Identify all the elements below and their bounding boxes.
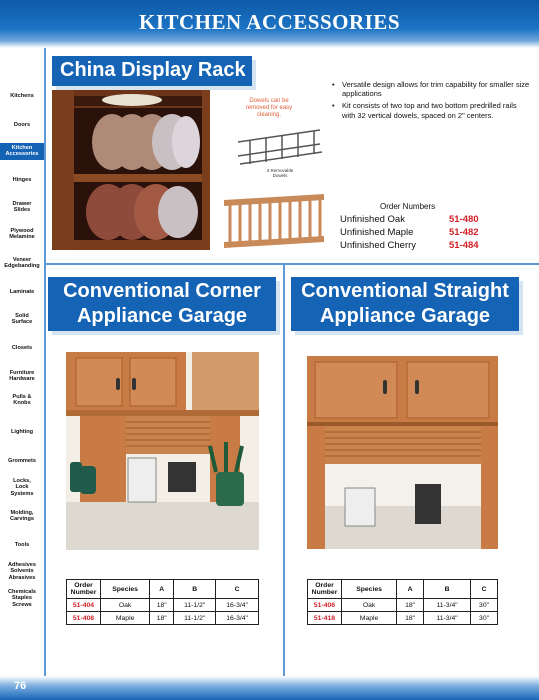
table-cell: 30" [471, 599, 498, 612]
sidebar-item-furniture-hardware[interactable] [0, 370, 44, 383]
sidebar-item-drawer-slides[interactable] [0, 201, 44, 214]
column-header: B [424, 580, 471, 599]
table-cell: 16-3/4" [216, 612, 259, 625]
dowel-note: Dowels can be removed for easy cleaning. [245, 98, 293, 118]
order-row [340, 227, 520, 238]
table-cell: 11-1/2" [174, 599, 216, 612]
table-cell: Maple [101, 612, 150, 625]
sidebar-item-label: Adhesives Solvents Abrasives [8, 562, 36, 581]
corner-garage-illustration [66, 352, 259, 550]
removable-dowels-note: 3 Removable Dowels [266, 168, 294, 178]
table-row [308, 599, 498, 612]
sidebar-item-doors[interactable] [0, 122, 44, 128]
page-number: 76 [14, 680, 27, 692]
table-cell: 18" [150, 599, 174, 612]
sidebar-divider [44, 48, 46, 676]
column-divider [283, 263, 285, 676]
order-species: Unfinished Oak [340, 214, 405, 225]
sidebar-item-lighting[interactable] [0, 429, 44, 435]
sidebar-item-label: Hinges [12, 177, 32, 183]
column-header: Order Number [308, 580, 342, 599]
sidebar-item-locks[interactable] [0, 478, 44, 497]
page-footer [0, 676, 539, 700]
sidebar-item-label: Laminate [9, 289, 35, 295]
rack-diagram [230, 126, 330, 174]
corner-spec-table [66, 579, 259, 625]
table-cell: 30" [471, 612, 498, 625]
corner-title-line2: Appliance Garage [76, 305, 248, 327]
sidebar-item-plywood-melamine[interactable] [0, 228, 44, 241]
straight-title-line2: Appliance Garage [319, 305, 491, 327]
table-cell: 51-418 [308, 612, 342, 625]
sidebar-item-label: Solid Surface [11, 313, 33, 326]
feature-item: • Versatile design allows for trim capability for smaller size applications [332, 80, 532, 98]
sidebar-item-label: Lighting [10, 429, 34, 435]
sidebar-item-label: Pulls & Knobs [12, 394, 32, 407]
order-species: Unfinished Maple [340, 227, 414, 238]
china-rack-illustration [52, 90, 210, 250]
china-features-list [332, 80, 532, 123]
straight-title-line1: Conventional Straight [301, 280, 509, 302]
column-header: B [174, 580, 216, 599]
sidebar-item-label: Tools [14, 542, 30, 548]
corner-garage-photo [66, 352, 259, 550]
table-cell: 51-408 [67, 612, 101, 625]
china-rack-photo [52, 90, 210, 250]
column-header: C [471, 580, 498, 599]
sidebar-item-label: Kitchen Accessories [5, 145, 39, 158]
straight-garage-illustration [307, 356, 498, 549]
column-header: Order Number [67, 580, 101, 599]
sidebar-item-hinges[interactable] [0, 177, 44, 183]
table-cell: 16-3/4" [216, 599, 259, 612]
column-header: A [397, 580, 424, 599]
order-number: 51-482 [449, 227, 479, 238]
table-header-row [308, 580, 498, 599]
sidebar-item-solid-surface[interactable] [0, 313, 44, 326]
section-divider [44, 263, 539, 265]
table-cell: 18" [397, 612, 424, 625]
sidebar-item-kitchens[interactable] [0, 93, 44, 99]
order-number: 51-484 [449, 240, 479, 251]
order-row [340, 214, 520, 225]
sidebar-item-molding-carvings[interactable] [0, 510, 44, 523]
table-cell: 11-3/4" [424, 599, 471, 612]
sidebar-item-kitchen-accessories[interactable] [0, 143, 44, 160]
sidebar-item-veneer-edgebanding[interactable] [0, 257, 44, 270]
order-number: 51-480 [449, 214, 479, 225]
page-header-title: KITCHEN ACCESSORIES [139, 10, 400, 34]
column-header: Species [342, 580, 397, 599]
order-species: Unfinished Cherry [340, 240, 417, 251]
sidebar-item-label: Drawer Slides [12, 201, 32, 214]
straight-garage-photo [307, 356, 498, 549]
table-cell: Oak [101, 599, 150, 612]
table-cell: 18" [150, 612, 174, 625]
order-row [340, 240, 520, 251]
corner-title-line1: Conventional Corner [63, 280, 261, 302]
column-header: C [216, 580, 259, 599]
order-numbers-heading: Order Numbers [380, 202, 436, 211]
column-header: A [150, 580, 174, 599]
sidebar-item-label: Furniture Hardware [9, 370, 35, 383]
straight-spec-table [307, 579, 498, 625]
rack-product-photo [220, 192, 330, 258]
sidebar-item-label: Doors [13, 122, 31, 128]
sidebar-item-label: Veneer Edgebanding [4, 257, 40, 270]
sidebar-item-label: Chemicals Staples Screws [8, 589, 36, 608]
sidebar-item-pulls-knobs[interactable] [0, 394, 44, 407]
column-header: Species [101, 580, 150, 599]
straight-garage-title [291, 277, 519, 331]
sidebar-item-label: Locks, Lock Systems [10, 478, 34, 497]
table-header-row [67, 580, 259, 599]
sidebar-item-label: Molding, Carvings [10, 510, 34, 523]
sidebar-item-laminate[interactable] [0, 289, 44, 295]
corner-garage-title [48, 277, 276, 331]
china-display-rack-title: China Display Rack [52, 56, 252, 86]
sidebar-item-label: Closets [11, 345, 33, 351]
table-cell: 51-404 [67, 599, 101, 612]
sidebar-item-label: Kitchens [10, 93, 34, 99]
feature-item: • Kit consists of two top and two bottom predrilled rails with 32 vertical dowels, spaced on 2" centers. [332, 101, 532, 119]
sidebar-item-grommets[interactable] [0, 458, 44, 464]
table-cell: 11-1/2" [174, 612, 216, 625]
sidebar-item-chemicals[interactable] [0, 589, 44, 608]
table-row [67, 599, 259, 612]
table-row [308, 612, 498, 625]
sidebar [0, 48, 44, 676]
sidebar-item-closets[interactable] [0, 345, 44, 351]
table-row [67, 612, 259, 625]
table-cell: Oak [342, 599, 397, 612]
sidebar-item-label: Grommets [8, 458, 36, 464]
sidebar-item-adhesives[interactable] [0, 562, 44, 581]
table-cell: 11-3/4" [424, 612, 471, 625]
table-cell: 18" [397, 599, 424, 612]
table-cell: 51-406 [308, 599, 342, 612]
sidebar-item-tools[interactable] [0, 542, 44, 548]
sidebar-item-label: Plywood Melamine [9, 228, 35, 241]
table-cell: Maple [342, 612, 397, 625]
